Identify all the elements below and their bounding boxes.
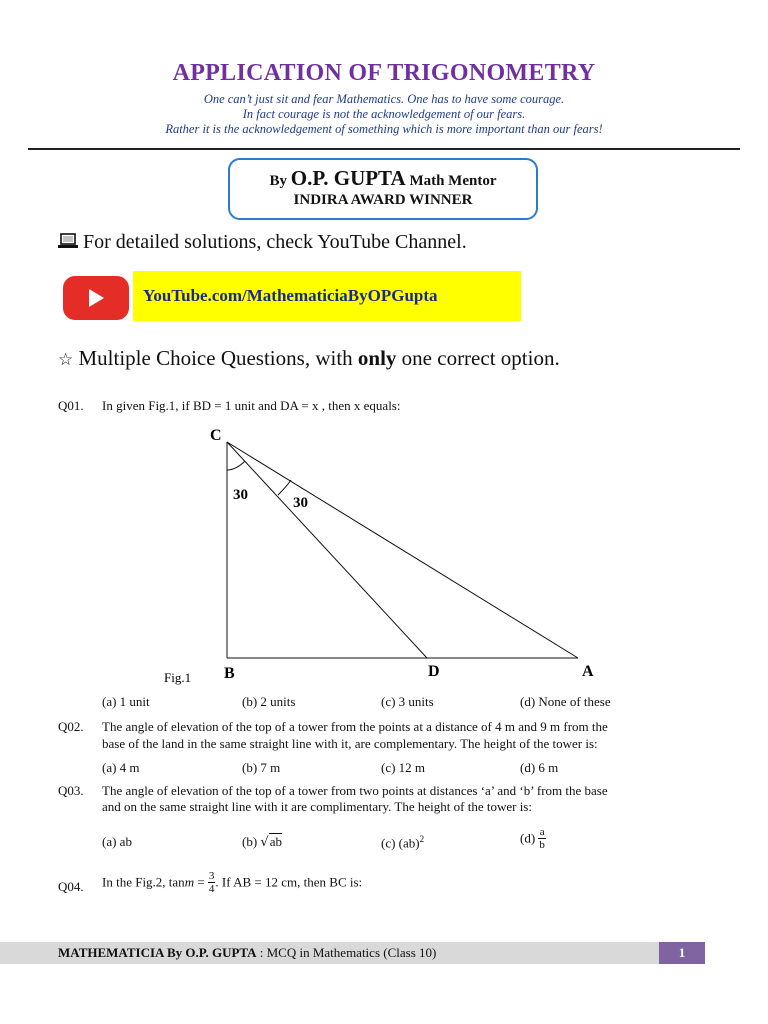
author-name: O.P. GUPTA bbox=[290, 166, 406, 190]
youtube-link[interactable] bbox=[133, 271, 521, 321]
mcq-heading-pre: Multiple Choice Questions, with bbox=[78, 346, 353, 370]
author-role: Math Mentor bbox=[409, 173, 497, 189]
q3-option-d-numerator: a bbox=[539, 826, 545, 838]
mcq-heading-bold: only bbox=[357, 346, 397, 370]
q4-text bbox=[102, 870, 362, 895]
q3-option-b-label: (b) bbox=[242, 834, 258, 849]
youtube-notice bbox=[58, 231, 467, 254]
footer-brand: MATHEMATICIA By O.P. GUPTA bbox=[58, 945, 257, 960]
author-box bbox=[228, 158, 538, 220]
mcq-heading-post: one correct option. bbox=[401, 346, 560, 370]
q4-numerator: 3 bbox=[208, 870, 215, 882]
q1-number: Q01. bbox=[58, 398, 84, 413]
q3-option-d-label: (d) bbox=[520, 830, 536, 846]
vertex-b: B bbox=[224, 665, 235, 682]
q2-option-c[interactable]: (c) 12 m bbox=[381, 760, 426, 775]
header-divider bbox=[28, 148, 740, 150]
q3-option-d-denominator: b bbox=[539, 839, 545, 851]
figure-1 bbox=[150, 420, 610, 690]
q3-option-c-exponent: 2 bbox=[419, 834, 425, 844]
q3-option-c[interactable] bbox=[381, 834, 424, 851]
q1-option-c[interactable]: (c) 3 units bbox=[381, 694, 434, 709]
footer-bar bbox=[0, 942, 704, 964]
q4-text-pre: In the Fig.2, tan bbox=[102, 874, 185, 890]
figure-caption: Fig.1 bbox=[164, 670, 192, 685]
q3-line-2: and on the same straight line with it are complimentary. The height of the tower is: bbox=[102, 799, 532, 814]
star-icon: ☆ bbox=[58, 350, 74, 370]
q4-equals: = bbox=[197, 874, 205, 890]
q2-line-2: base of the land in the same straight line with it, are complementary. The height of the tower is: bbox=[102, 736, 598, 751]
sqrt-sign: √ bbox=[260, 835, 269, 850]
q1-option-a[interactable]: (a) 1 unit bbox=[102, 694, 150, 709]
line-cd bbox=[227, 442, 427, 658]
q2-option-d[interactable]: (d) 6 m bbox=[520, 760, 559, 775]
q3-line-1: The angle of elevation of the top of a tower from two points at distances ‘a’ and ‘b’ from the base bbox=[102, 783, 608, 798]
q3-option-c-label: (c) (ab) bbox=[381, 835, 420, 851]
youtube-play-button[interactable] bbox=[63, 276, 129, 320]
q3-option-d-fraction bbox=[538, 826, 546, 851]
footer-text bbox=[58, 945, 436, 961]
author-by: By bbox=[269, 173, 287, 189]
q3-option-d[interactable] bbox=[520, 826, 546, 851]
play-icon bbox=[89, 289, 104, 307]
q3-option-a[interactable]: (a) ab bbox=[102, 834, 132, 849]
q1-text: In given Fig.1, if BD = 1 unit and DA = x , then x equals: bbox=[102, 398, 401, 413]
vertex-c: C bbox=[210, 427, 222, 444]
q4-denominator: 4 bbox=[208, 883, 215, 895]
vertex-d: D bbox=[428, 663, 440, 680]
q2-option-a[interactable]: (a) 4 m bbox=[102, 760, 140, 775]
q2-number: Q02. bbox=[58, 719, 84, 734]
youtube-link-text: YouTube.com/MathematiciaByOPGupta bbox=[143, 286, 438, 305]
youtube-notice-text: For detailed solutions, check YouTube Channel. bbox=[83, 231, 467, 253]
q3-option-b-radicand: ab bbox=[269, 834, 282, 849]
q4-text-post: . If AB = 12 cm, then BC is: bbox=[215, 874, 363, 890]
angle-arc-1 bbox=[227, 461, 245, 470]
quote-line-3: Rather it is the acknowledgement of something which is more important than our fears! bbox=[165, 122, 603, 136]
quote-line-2: In fact courage is not the acknowledgement of our fears. bbox=[242, 107, 526, 121]
vertex-a: A bbox=[582, 663, 594, 680]
laptop-icon bbox=[58, 233, 78, 249]
q4-variable: m bbox=[184, 874, 195, 890]
q1-option-d[interactable]: (d) None of these bbox=[520, 694, 611, 709]
q3-option-b[interactable] bbox=[242, 834, 282, 850]
angle-label-2: 30 bbox=[293, 495, 308, 511]
q2-option-b[interactable]: (b) 7 m bbox=[242, 760, 281, 775]
footer-rest: : MCQ in Mathematics (Class 10) bbox=[256, 945, 437, 960]
q3-number: Q03. bbox=[58, 783, 84, 798]
q2-line-1: The angle of elevation of the top of a tower from the points at a distance of 4 m and 9 m from the bbox=[102, 719, 608, 734]
mcq-heading bbox=[58, 346, 560, 371]
q1-option-b[interactable]: (b) 2 units bbox=[242, 694, 296, 709]
quote-line-1: One can’t just sit and fear Mathematics. One has to have some courage. bbox=[203, 92, 565, 106]
page-title: APPLICATION OF TRIGONOMETRY bbox=[172, 60, 596, 86]
angle-arc-2 bbox=[278, 480, 291, 495]
angle-label-1: 30 bbox=[233, 487, 248, 503]
page-number: 1 bbox=[659, 942, 705, 964]
author-award: INDIRA AWARD WINNER bbox=[293, 192, 473, 208]
line-ca bbox=[227, 442, 578, 658]
q4-number: Q04. bbox=[58, 879, 84, 894]
